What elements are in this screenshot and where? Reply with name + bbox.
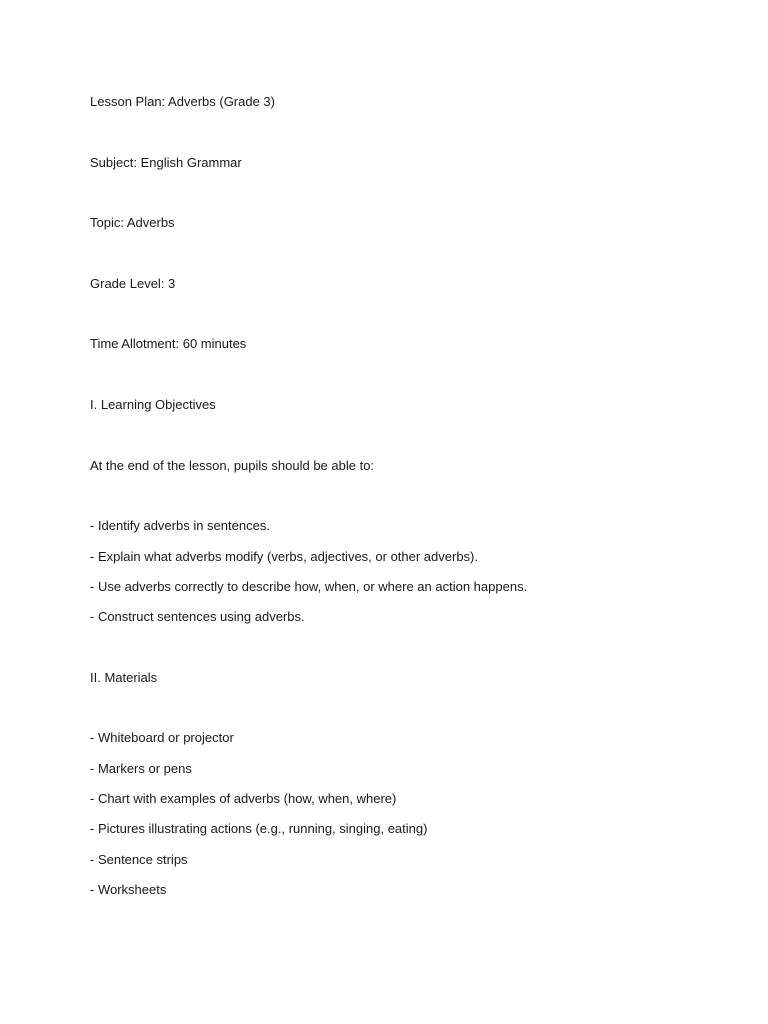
- objective-item: - Explain what adverbs modify (verbs, adjectives, or other adverbs).: [90, 549, 479, 564]
- section-heading-objectives: I. Learning Objectives: [90, 397, 216, 412]
- grade-level-line: Grade Level: 3: [90, 276, 176, 291]
- topic-line: Topic: Adverbs: [90, 215, 175, 230]
- material-item: - Sentence strips: [90, 852, 188, 867]
- material-item: - Chart with examples of adverbs (how, when, where): [90, 791, 397, 806]
- time-allotment-line: Time Allotment: 60 minutes: [90, 336, 247, 351]
- objective-item: - Use adverbs correctly to describe how, when, or where an action happens.: [90, 579, 528, 594]
- objective-item: - Identify adverbs in sentences.: [90, 518, 270, 533]
- material-item: - Worksheets: [90, 882, 167, 897]
- material-item: - Whiteboard or projector: [90, 730, 234, 745]
- material-item: - Pictures illustrating actions (e.g., running, singing, eating): [90, 821, 428, 836]
- material-item: - Markers or pens: [90, 761, 192, 776]
- objectives-intro: At the end of the lesson, pupils should be able to:: [90, 458, 375, 473]
- section-heading-materials: II. Materials: [90, 670, 158, 685]
- subject-line: Subject: English Grammar: [90, 155, 242, 170]
- objective-item: - Construct sentences using adverbs.: [90, 609, 305, 624]
- document-title: Lesson Plan: Adverbs (Grade 3): [90, 94, 275, 109]
